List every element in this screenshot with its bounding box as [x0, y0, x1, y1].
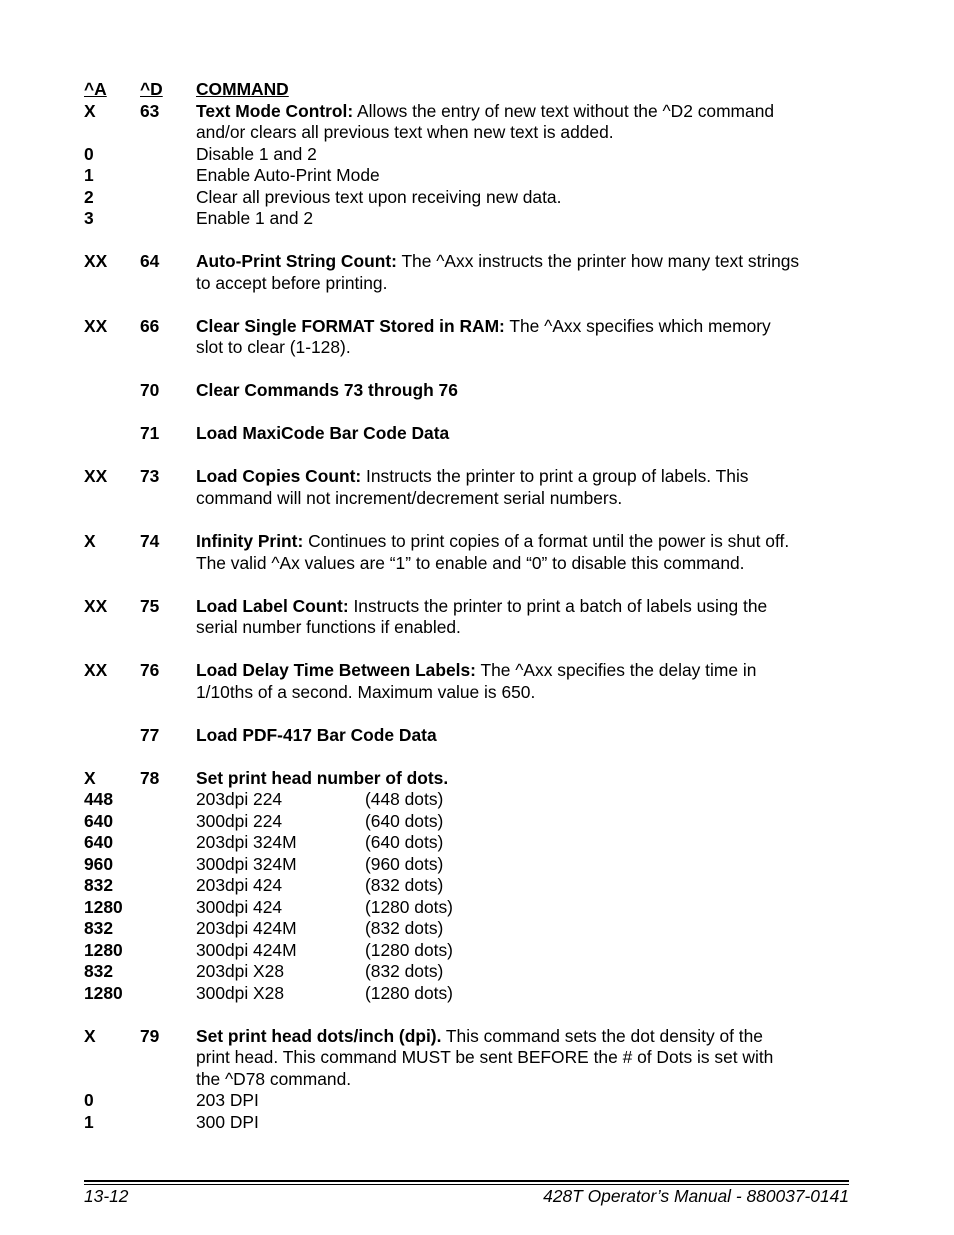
- command-desc: The ^Axx instructs the printer how many text strings: [396, 251, 800, 271]
- option-model: 203dpi 424M: [196, 918, 297, 938]
- row-d-value: 74: [140, 531, 160, 551]
- option-dots: (832 dots): [365, 961, 444, 981]
- header-col-a: ^A: [84, 79, 107, 99]
- command-desc: and/or clears all previous text when new text is added.: [196, 122, 614, 142]
- command-title: Infinity Print:: [196, 531, 304, 551]
- command-title: Text Mode Control:: [196, 101, 354, 121]
- option-model: 203dpi 424: [196, 875, 283, 895]
- command-desc: Allows the entry of new text without the ^D2 command: [353, 101, 775, 121]
- command-desc: command will not increment/decrement serial numbers.: [196, 488, 623, 508]
- command-desc: This command sets the dot density of the: [441, 1026, 763, 1046]
- command-title: Clear Commands 73 through 76: [196, 380, 458, 400]
- row-d-value: 66: [140, 316, 160, 336]
- option-value: 640: [84, 832, 114, 852]
- command-desc: The ^Axx specifies which memory: [504, 316, 771, 336]
- row-a-value: X: [84, 101, 96, 121]
- row-a-value: XX: [84, 466, 108, 486]
- option-dots: (832 dots): [365, 875, 444, 895]
- option-dots: (640 dots): [365, 832, 444, 852]
- option-text: 300 DPI: [196, 1112, 259, 1132]
- option-value: 640: [84, 811, 114, 831]
- row-d-value: 76: [140, 660, 160, 680]
- row-a-value: X: [84, 1026, 96, 1046]
- option-value: 1: [84, 1112, 94, 1132]
- option-dots: (1280 dots): [365, 940, 453, 960]
- row-d-value: 79: [140, 1026, 160, 1046]
- row-a-value: XX: [84, 596, 108, 616]
- row-d-value: 77: [140, 725, 160, 745]
- option-value: 1280: [84, 983, 123, 1003]
- option-value: 2: [84, 187, 94, 207]
- row-d-value: 70: [140, 380, 160, 400]
- command-title: Set print head dots/inch (dpi).: [196, 1026, 442, 1046]
- option-value: 3: [84, 208, 94, 228]
- option-dots: (1280 dots): [365, 897, 453, 917]
- option-text: Enable Auto-Print Mode: [196, 165, 380, 185]
- command-title: Load Label Count:: [196, 596, 349, 616]
- command-title: Set print head number of dots.: [196, 768, 449, 788]
- option-dots: (960 dots): [365, 854, 444, 874]
- command-desc: Instructs the printer to print a batch of labels using the: [348, 596, 768, 616]
- option-value: 832: [84, 918, 114, 938]
- command-desc: 1/10ths of a second. Maximum value is 650.: [196, 682, 536, 702]
- option-model: 300dpi 424: [196, 897, 283, 917]
- option-text: Disable 1 and 2: [196, 144, 317, 164]
- command-desc: The ^Axx specifies the delay time in: [475, 660, 757, 680]
- option-value: 0: [84, 144, 94, 164]
- manual-title: 428T Operator’s Manual - 880037-0141: [543, 1186, 849, 1206]
- header-col-command: COMMAND: [196, 79, 289, 99]
- command-desc: the ^D78 command.: [196, 1069, 352, 1089]
- row-d-value: 75: [140, 596, 160, 616]
- option-value: 0: [84, 1090, 94, 1110]
- command-title: Load MaxiCode Bar Code Data: [196, 423, 450, 443]
- row-a-value: XX: [84, 660, 108, 680]
- row-a-value: X: [84, 531, 96, 551]
- option-text: Clear all previous text upon receiving new data.: [196, 187, 562, 207]
- option-model: 300dpi 424M: [196, 940, 297, 960]
- row-d-value: 71: [140, 423, 160, 443]
- option-model: 203dpi 224: [196, 789, 283, 809]
- row-d-value: 73: [140, 466, 160, 486]
- command-title: Load PDF-417 Bar Code Data: [196, 725, 437, 745]
- option-model: 300dpi 224: [196, 811, 283, 831]
- command-desc: Continues to print copies of a format until the power is shut off.: [303, 531, 790, 551]
- row-a-value: X: [84, 768, 96, 788]
- command-title: Load Copies Count:: [196, 466, 362, 486]
- option-model: 300dpi X28: [196, 983, 284, 1003]
- option-text: 203 DPI: [196, 1090, 259, 1110]
- command-desc: The valid ^Ax values are “1” to enable and “0” to disable this command.: [196, 553, 745, 573]
- command-desc: slot to clear (1-128).: [196, 337, 351, 357]
- command-title: Load Delay Time Between Labels:: [196, 660, 476, 680]
- command-desc: Instructs the printer to print a group of labels. This: [361, 466, 749, 486]
- option-model: 300dpi 324M: [196, 854, 297, 874]
- command-desc: print head. This command MUST be sent BEFORE the # of Dots is set with: [196, 1047, 774, 1067]
- footer-rule: [84, 1180, 849, 1182]
- option-value: 1280: [84, 897, 123, 917]
- option-value: 832: [84, 961, 114, 981]
- option-dots: (832 dots): [365, 918, 444, 938]
- option-value: 1280: [84, 940, 123, 960]
- row-d-value: 78: [140, 768, 160, 788]
- option-value: 960: [84, 854, 114, 874]
- option-text: Enable 1 and 2: [196, 208, 314, 228]
- page-number: 13-12: [84, 1186, 129, 1206]
- option-model: 203dpi X28: [196, 961, 284, 981]
- row-a-value: XX: [84, 316, 108, 336]
- option-dots: (448 dots): [365, 789, 444, 809]
- row-d-value: 64: [140, 251, 160, 271]
- option-model: 203dpi 324M: [196, 832, 297, 852]
- option-value: 832: [84, 875, 114, 895]
- option-dots: (640 dots): [365, 811, 444, 831]
- option-value: 448: [84, 789, 114, 809]
- command-title: Auto-Print String Count:: [196, 251, 397, 271]
- command-desc: serial number functions if enabled.: [196, 617, 461, 637]
- option-value: 1: [84, 165, 94, 185]
- row-d-value: 63: [140, 101, 160, 121]
- option-dots: (1280 dots): [365, 983, 453, 1003]
- command-title: Clear Single FORMAT Stored in RAM:: [196, 316, 505, 336]
- row-a-value: XX: [84, 251, 108, 271]
- command-desc: to accept before printing.: [196, 273, 388, 293]
- header-col-d: ^D: [140, 79, 163, 99]
